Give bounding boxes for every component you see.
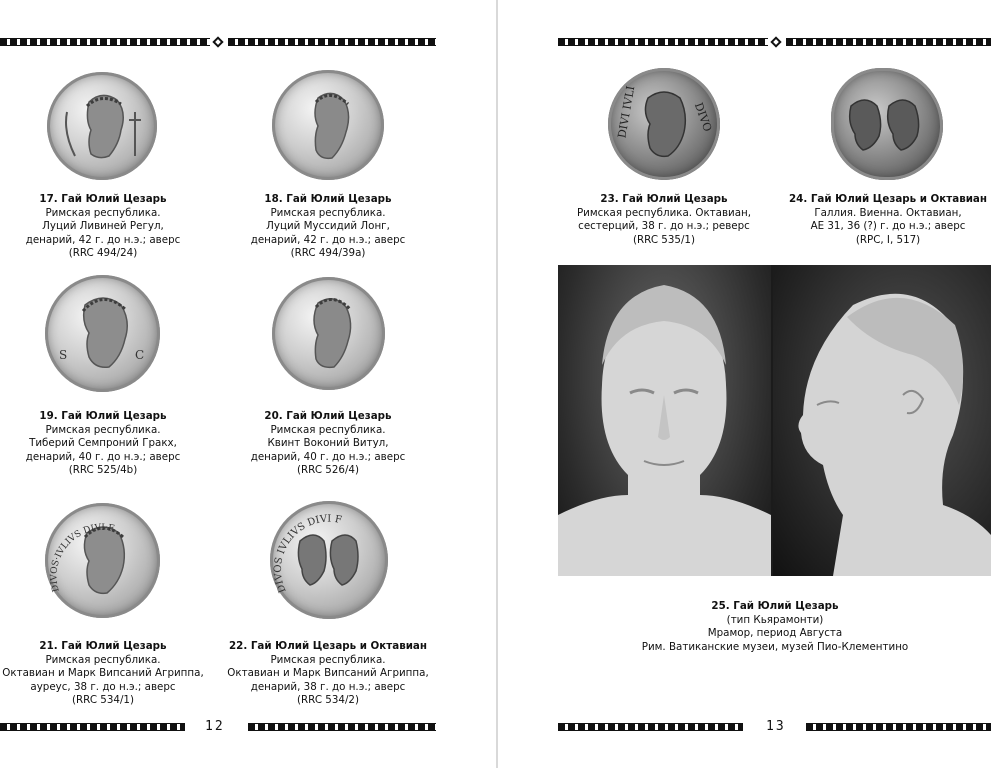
- two-heads-icon: [831, 68, 943, 180]
- caption-18: 18. Гай Юлий Цезарь Римская республика. Луций Муссидий Лонг, денарий, 42 г. до н.э.; аверс (RRC 494/39a): [218, 193, 438, 261]
- caption-title-17: 17. Гай Юлий Цезарь: [39, 193, 167, 205]
- coin-image-18: [272, 70, 384, 180]
- caption-21: 21. Гай Юлий Цезарь Римская республика. Октавиан и Марк Випсаний Агриппа, ауреус, 38 г. до н.э.; аверс (RRC 534/1): [0, 640, 213, 708]
- caption-title-21: 21. Гай Юлий Цезарь: [39, 640, 167, 652]
- coin21-legend: DIVOS·IVLIVS DIVI·F: [49, 522, 116, 593]
- coin19-legend-right: C: [135, 348, 145, 362]
- two-heads-icon: [270, 501, 388, 619]
- top-ornament-left: [0, 38, 210, 46]
- caption-title-24: 24. Гай Юлий Цезарь и Октавиан: [789, 193, 987, 205]
- bust-frontal-view: [558, 265, 771, 576]
- caption-17: 17. Гай Юлий Цезарь Римская республика. Луций Ливиней Регул, денарий, 42 г. до н.э.; аверс (RRC 494/24): [0, 193, 213, 261]
- page-number-right: 13: [766, 719, 786, 734]
- page-number-left: 12: [205, 719, 225, 734]
- caption-title-20: 20. Гай Юлий Цезарь: [264, 410, 392, 422]
- caption-25: 25. Гай Юлий Цезарь (тип Кьярамонти) Мрамор, период Августа Рим. Ватиканские музеи, музей Пио-Клементино: [625, 600, 925, 654]
- left-page: [0, 0, 496, 768]
- coin-image-20: [272, 277, 385, 390]
- coin-image-19: [45, 275, 160, 392]
- caption-title-22: 22. Гай Юлий Цезарь и Октавиан: [229, 640, 427, 652]
- laureate-head-icon: [47, 72, 157, 180]
- coin-image-22: [270, 501, 388, 619]
- caption-title-19: 19. Гай Юлий Цезарь: [39, 410, 167, 422]
- caption-title-18: 18. Гай Юлий Цезарь: [264, 193, 392, 205]
- caption-title-23: 23. Гай Юлий Цезарь: [600, 193, 728, 205]
- coin-image-23: [608, 68, 720, 180]
- laureate-head-icon: [45, 275, 160, 392]
- top-ornament-left: [558, 38, 768, 46]
- coin19-legend-left: S: [59, 348, 68, 362]
- marble-bust-frontal-icon: [558, 265, 771, 576]
- coin-image-17: [47, 72, 157, 180]
- bust-profile-view: [773, 265, 991, 576]
- head-icon: [608, 68, 720, 180]
- coin23-legend-left: DIVI IVLI: [615, 84, 638, 140]
- laureate-head-icon: [45, 503, 160, 618]
- caption-23: 23. Гай Юлий Цезарь Римская республика. Октавиан, сестерций, 38 г. до н.э.; реверс (RRC 535/1): [554, 193, 774, 247]
- coin23-legend-right: DIVO: [691, 100, 715, 134]
- caption-19: 19. Гай Юлий Цезарь Римская республика. Тиберий Семпроний Гракх, денарий, 40 г. до н.э.; аверс (RRC 525/4b): [0, 410, 213, 478]
- bust-photograph: [558, 265, 991, 576]
- caption-title-25: 25. Гай Юлий Цезарь: [711, 600, 839, 612]
- marble-bust-profile-icon: [773, 265, 991, 576]
- head-icon: [272, 277, 385, 390]
- head-icon: [272, 70, 384, 180]
- coin22-legend: DIVOS IVLIVS DIVI F: [272, 513, 343, 595]
- caption-22: 22. Гай Юлий Цезарь и Октавиан Римская республика. Октавиан и Марк Випсаний Агриппа, денарий, 38 г. до н.э.; аверс (RRC 534/2): [218, 640, 438, 708]
- right-page: [498, 0, 994, 768]
- bottom-ornament-right: [248, 723, 436, 731]
- caption-24: 24. Гай Юлий Цезарь и Октавиан Галлия. Виенна. Октавиан, AE 31, 36 (?) г. до н.э.; аверс (RPC, I, 517): [778, 193, 994, 247]
- top-ornament-right: [228, 38, 436, 46]
- bottom-ornament-right: [806, 723, 991, 731]
- coin-image-21: [45, 503, 160, 618]
- caption-20: 20. Гай Юлий Цезарь Римская республика. Квинт Воконий Витул, денарий, 40 г. до н.э.; аверс (RRC 526/4): [218, 410, 438, 478]
- ornament-diamond-icon: [770, 36, 781, 47]
- bottom-ornament-left: [0, 723, 185, 731]
- coin-image-24: [831, 68, 943, 180]
- ornament-diamond-icon: [212, 36, 223, 47]
- bottom-ornament-left: [558, 723, 743, 731]
- top-ornament-right: [786, 38, 991, 46]
